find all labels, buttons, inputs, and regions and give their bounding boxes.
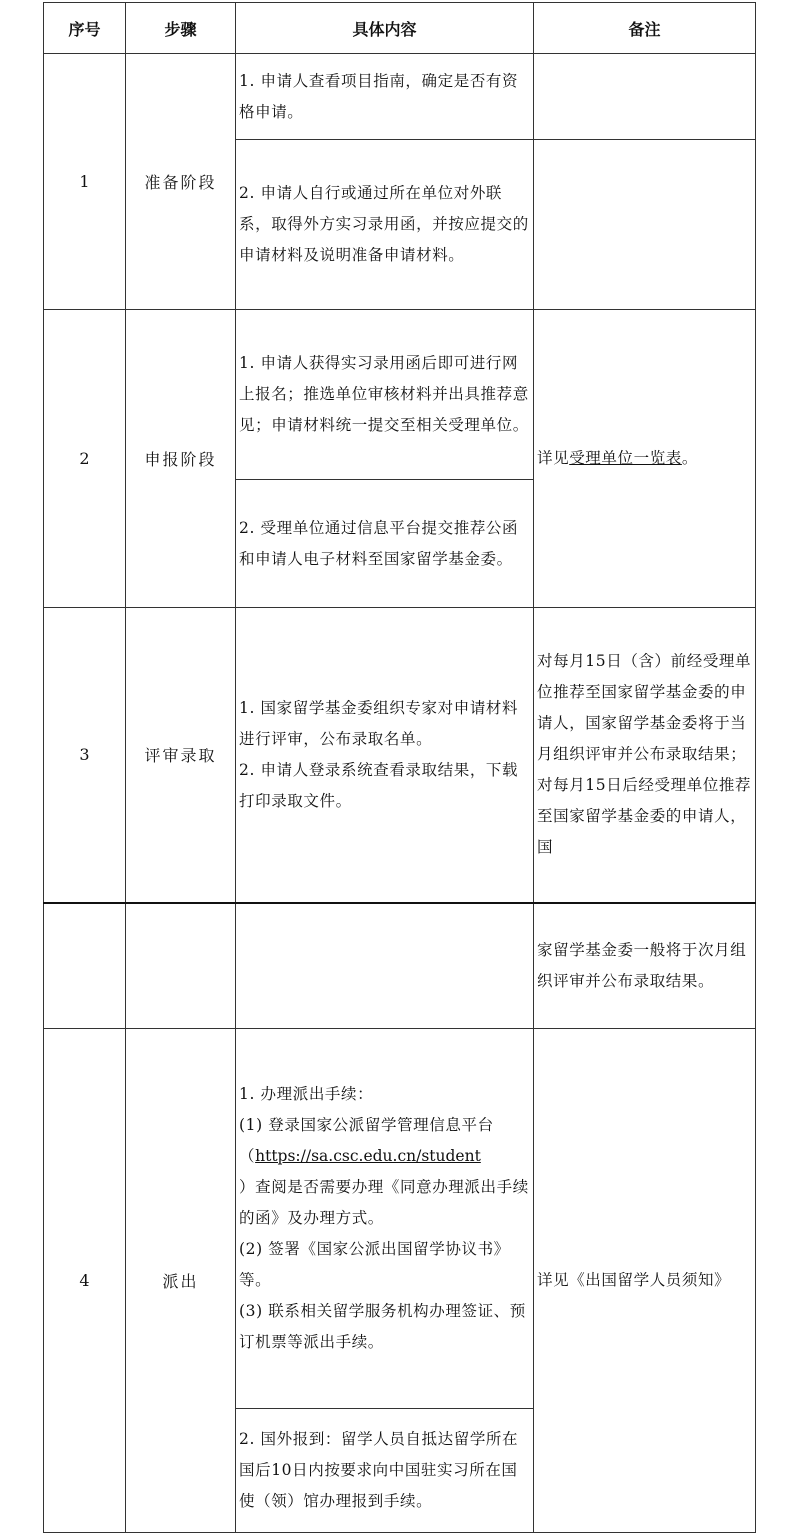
row3-note-continued: 家留学基金委一般将于次月组织评审并公布录取结果。 [534,903,756,1029]
row4-item-2: (1) 登录国家公派留学管理信息平台 [239,1116,494,1134]
row3-num: 3 [44,608,126,903]
row4-content-1 [236,1029,534,1409]
row1-step: 准备阶段 [126,54,236,310]
row1-note-2 [534,140,756,310]
row2-item-1: 1. 申请人获得实习录用函后即可进行网上报名；推选单位审核材料并出具推荐意见；申请材料统一提交至相关受理单位。 [239,354,529,434]
row1-num: 1 [44,54,126,310]
row3-note-text: 对每月15日（含）前经受理单位推荐至国家留学基金委的申请人，国家留学基金委将于当月组织评审并公布录取结果；对每月15日后经受理单位推荐至国家留学基金委的申请人，国 [537,652,752,857]
row3-content [236,608,534,903]
process-table [43,2,756,1533]
row3-item-1: 1. 国家留学基金委组织专家对申请材料进行评审，公布录取名单。 [239,698,519,748]
accepting-units-link[interactable]: 受理单位一览表 [569,449,682,467]
header-num: 序号 [44,3,126,54]
row3-note [534,608,756,903]
row1-note-1 [534,54,756,140]
header-content: 具体内容 [236,3,534,54]
row3-step: 评审录取 [126,608,236,903]
row2-item-2: 2. 受理单位通过信息平台提交推荐公函和申请人电子材料至国家留学基金委。 [239,518,519,568]
table-row [44,903,756,1029]
row4-item-5: (2) 签署《国家公派出国留学协议书》等。 [239,1240,510,1289]
row2-content-1 [236,310,534,480]
row2-num: 2 [44,310,126,608]
row2-note-prefix: 详见 [537,449,570,467]
row1-content-1 [236,54,534,140]
header-step: 步骤 [126,3,236,54]
row1-content-2 [236,140,534,310]
table-row [44,310,756,480]
row4-note [534,1029,756,1533]
row2-content-2 [236,480,534,608]
row4-step: 派出 [126,1029,236,1533]
csc-url-link[interactable]: https://sa.csc.edu.cn/student [255,1147,481,1165]
header-row [44,3,756,54]
header-note: 备注 [534,3,756,54]
table-row [44,1029,756,1409]
row4-item-7: 2. 国外报到：留学人员自抵达留学所在国后10日内按要求向中国驻实习所在国使（领）馆办理报到手续。 [239,1430,519,1510]
row2-step: 申报阶段 [126,310,236,608]
row1-item-2: 2. 申请人自行或通过所在单位对外联系，取得外方实习录用函，并按应提交的申请材料及说明准备申请材料。 [239,184,529,264]
table-row [44,54,756,140]
row4-note-text: 详见《出国留学人员须知》 [537,1271,731,1289]
row4-content-2 [236,1409,534,1533]
table-row [44,608,756,903]
row1-item-1: 1. 申请人查看项目指南，确定是否有资格申请。 [239,71,519,121]
row3-item-2: 2. 申请人登录系统查看录取结果，下载打印录取文件。 [239,760,519,810]
row2-note [534,310,756,608]
row2-note-suffix: 。 [681,449,699,467]
row4-item-6: (3) 联系相关留学服务机构办理签证、预订机票等派出手续。 [239,1302,526,1351]
row4-item-1: 1. 办理派出手续： [239,1085,374,1103]
row4-item-4: ）查阅是否需要办理《同意办理派出手续的函》及办理方式。 [239,1178,529,1227]
row4-paren-open: （ [239,1147,256,1165]
row4-num: 4 [44,1029,126,1533]
